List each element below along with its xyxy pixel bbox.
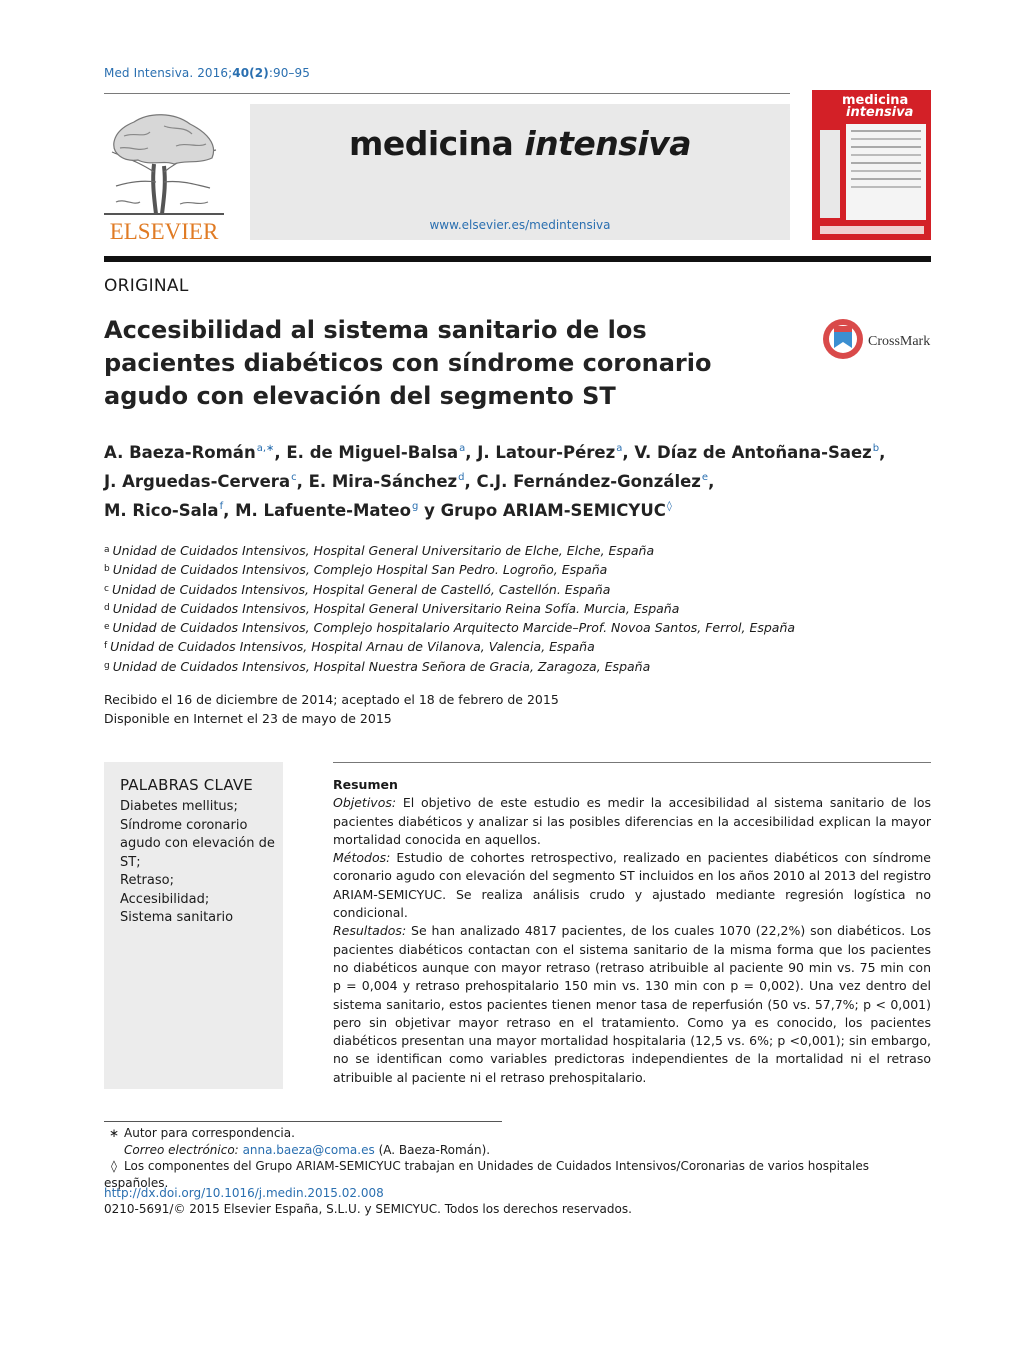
citation-volume: 40(2) <box>232 66 269 80</box>
footnote-corresponding <box>104 1125 934 1142</box>
footnote-diamond-mark: ◊ <box>111 1159 117 1173</box>
affiliation-mark: e <box>104 622 110 633</box>
abstract-section-text: Se han analizado 4817 pacientes, de los cuales 1070 (22,2%) son diabéticos. Los pacientes diabéticos contactan con el sistema sanitario de la misma forma que los pacientes no diabéticos aunque con mayor retraso (retraso atribuible al paciente 90 min vs. 75 min con p = 0,004 y retraso prehospitalario 150 min vs. 130 min con p = 0,002). Una vez dentro del sistema sanitario, estos pacientes tienen menor tasa de reperfusión (50 vs. 57,7%; p < 0,001) pero sin objetivar mayor retraso en el tratamiento. Como ya es conocido, los pacientes diabéticos presentan una mayor mortalidad hospitalaria (12,5 vs. 6%; p <0,001); sin embargo, no se identifican como variables predictoras independientes de la mortalidad ni el retraso atribuible al paciente ni el retraso prehospitalario. <box>333 923 931 1085</box>
keywords-box <box>104 762 283 1089</box>
author-affiliation-mark[interactable]: a,∗ <box>256 443 275 454</box>
author-separator: , <box>464 472 477 491</box>
footnote-corresponding-text: Autor para correspondencia. <box>124 1126 295 1140</box>
affiliation-text: Unidad de Cuidados Intensivos, Hospital General Universitario Reina Sofía. Murcia, España <box>112 600 680 616</box>
author-affiliation-mark[interactable]: e <box>701 472 709 483</box>
cover-content-block <box>846 124 926 220</box>
affiliation-text: Unidad de Cuidados Intensivos, Complejo Hospital San Pedro. Logroño, España <box>112 562 608 578</box>
abstract-section-label: Objetivos: <box>333 795 397 811</box>
author-separator: , <box>622 443 635 462</box>
abstract-section-label: Resultados: <box>333 923 407 939</box>
author-separator: , <box>465 443 478 462</box>
doi-link[interactable]: http://dx.doi.org/10.1016/j.medin.2015.02.008 <box>104 1186 384 1200</box>
elsevier-tree-icon <box>94 102 234 242</box>
keywords-list <box>120 798 278 928</box>
affiliation-text: Unidad de Cuidados Intensivos, Complejo hospitalario Arquitecto Marcide–Prof. Novoa Santos, Ferrol, España <box>112 620 796 636</box>
author-affiliation-mark[interactable]: ◊ <box>666 501 672 512</box>
author-separator: , <box>296 472 309 491</box>
citation-pages: :90–95 <box>268 66 310 80</box>
affiliation-list <box>104 541 934 676</box>
citation-journal: Med Intensiva. <box>104 66 194 80</box>
affiliation-item <box>104 541 934 560</box>
cover-title-1: medicina <box>842 93 909 108</box>
affiliation-item <box>104 637 934 656</box>
author-list <box>104 436 944 523</box>
author-name[interactable]: A. Baeza-Román <box>104 443 256 462</box>
keyword-item: Retraso; <box>120 873 174 888</box>
journal-cover-thumbnail <box>812 90 931 240</box>
elsevier-logo <box>94 102 234 242</box>
header-thick-rule <box>104 256 931 262</box>
email-owner: (A. Baeza-Román). <box>378 1142 491 1157</box>
citation-year: 2016; <box>197 66 233 80</box>
author-affiliation-mark[interactable]: a <box>459 443 466 454</box>
author-name[interactable]: J. Latour-Pérez <box>477 443 616 462</box>
abstract-section <box>333 794 931 849</box>
crossmark-icon <box>822 318 934 362</box>
footnote-rule <box>104 1121 502 1122</box>
author-affiliation-mark[interactable]: c <box>291 472 297 483</box>
footnote-group-text: Los componentes del Grupo ARIAM-SEMICYUC trabajan en Unidades de Cuidados Intensivos/Coronarias de varios hospitales españoles. <box>104 1159 869 1190</box>
author-affiliation-mark[interactable]: a <box>616 443 623 454</box>
journal-url-link[interactable]: www.elsevier.es/medintensiva <box>429 218 611 232</box>
affiliation-item <box>104 657 934 676</box>
abstract-section-text: Estudio de cohortes retrospectivo, realizado en pacientes diabéticos con síndrome coronario agudo con elevación del segmento ST incluidos en los años 2010 al 2013 del registro ARIAM-SEMICYUC. Se realiza análisis crudo y ajustado mediante regresión logística no condicional. <box>333 850 931 921</box>
affiliation-mark: d <box>104 602 110 613</box>
publisher-name: ELSEVIER <box>109 219 219 242</box>
affiliation-mark: c <box>104 583 109 594</box>
copyright-notice: 0210-5691/© 2015 Elsevier España, S.L.U. y SEMICYUC. Todos los derechos reservados. <box>104 1202 632 1216</box>
affiliation-text: Unidad de Cuidados Intensivos, Hospital Nuestra Señora de Gracia, Zaragoza, España <box>112 658 651 674</box>
author-separator: , <box>223 501 236 520</box>
affiliation-mark: f <box>104 641 108 652</box>
keyword-item: Síndrome coronario agudo con elevación de ST; <box>120 817 275 870</box>
abstract-section <box>333 922 931 1087</box>
keywords-heading: PALABRAS CLAVE <box>120 776 253 794</box>
affiliation-item <box>104 580 934 599</box>
cover-side-block <box>820 130 840 218</box>
journal-banner <box>250 104 790 240</box>
author-name[interactable]: M. Rico-Sala <box>104 501 219 520</box>
author-separator: y <box>418 501 441 520</box>
author-name[interactable]: Grupo ARIAM-SEMICYUC <box>440 501 666 520</box>
author-affiliation-mark[interactable]: g <box>411 501 419 512</box>
email-link[interactable]: anna.baeza@coma.es <box>242 1142 375 1157</box>
keyword-item: Sistema sanitario <box>120 910 234 925</box>
author-separator: , <box>274 443 287 462</box>
affiliation-mark: a <box>104 545 110 555</box>
abstract-heading: Resumen <box>333 777 398 792</box>
received-date: Recibido el 16 de diciembre de 2014; aceptado el 18 de febrero de 2015 <box>104 692 559 707</box>
online-date: Disponible en Internet el 23 de mayo de 2015 <box>104 711 392 726</box>
author-name[interactable]: M. Lafuente-Mateo <box>235 501 411 520</box>
cover-title-2: intensiva <box>846 105 914 120</box>
author-name[interactable]: E. de Miguel-Balsa <box>286 443 459 462</box>
author-affiliation-mark[interactable]: f <box>219 501 224 512</box>
footnote-asterisk-mark: ∗ <box>108 1126 120 1140</box>
author-affiliation-mark[interactable]: b <box>872 443 880 454</box>
author-name[interactable]: E. Mira-Sánchez <box>308 472 458 491</box>
article-section-label: ORIGINAL <box>104 276 189 296</box>
author-name[interactable]: J. Arguedas-Cervera <box>104 472 291 491</box>
cover-footer-strip <box>820 226 924 234</box>
affiliation-mark: g <box>104 660 110 671</box>
crossmark-badge[interactable] <box>822 318 934 362</box>
footnotes <box>104 1125 934 1191</box>
article-dates <box>104 690 559 728</box>
header-top-rule <box>104 93 790 94</box>
abstract-sections <box>333 794 931 1087</box>
affiliation-mark: b <box>104 564 110 575</box>
author-name[interactable]: C.J. Fernández-González <box>476 472 701 491</box>
abstract <box>333 776 931 1087</box>
affiliation-item <box>104 599 934 618</box>
footnote-email <box>104 1142 934 1159</box>
author-affiliation-mark[interactable]: d <box>458 472 465 483</box>
affiliation-text: Unidad de Cuidados Intensivos, Hospital General Universitario de Elche, Elche, España <box>112 543 655 558</box>
affiliation-item <box>104 618 934 637</box>
keyword-item: Accesibilidad; <box>120 891 210 907</box>
author-name[interactable]: V. Díaz de Antoñana-Saez <box>634 443 872 462</box>
abstract-rule <box>333 762 931 763</box>
abstract-section-text: El objetivo de este estudio es medir la accesibilidad al sistema sanitario de los pacientes diabéticos y analizar si las posibles diferencias en la accesibilidad explican la mayor mortalidad conocida en aquellos. <box>333 795 931 847</box>
journal-title <box>250 124 790 163</box>
author-separator: , <box>879 443 892 462</box>
journal-title-main: medicina <box>348 124 514 163</box>
article-title: Accesibilidad al sistema sanitario de los pacientes diabéticos con síndrome coronario agudo con elevación del segmento ST <box>104 316 712 410</box>
abstract-section-label: Métodos: <box>333 850 391 866</box>
email-label: Correo electrónico: <box>124 1142 239 1157</box>
author-separator: , <box>708 472 721 491</box>
keyword-item: Diabetes mellitus; <box>120 799 238 814</box>
affiliation-text: Unidad de Cuidados Intensivos, Hospital Arnau de Vilanova, Valencia, España <box>110 639 595 655</box>
journal-title-italic: intensiva <box>524 124 692 163</box>
crossmark-label: CrossMark <box>868 334 931 349</box>
affiliation-text: Unidad de Cuidados Intensivos, Hospital General de Castelló, Castellón. España <box>111 581 611 597</box>
citation-line[interactable] <box>104 66 310 80</box>
affiliation-item <box>104 560 934 579</box>
abstract-section <box>333 849 931 922</box>
